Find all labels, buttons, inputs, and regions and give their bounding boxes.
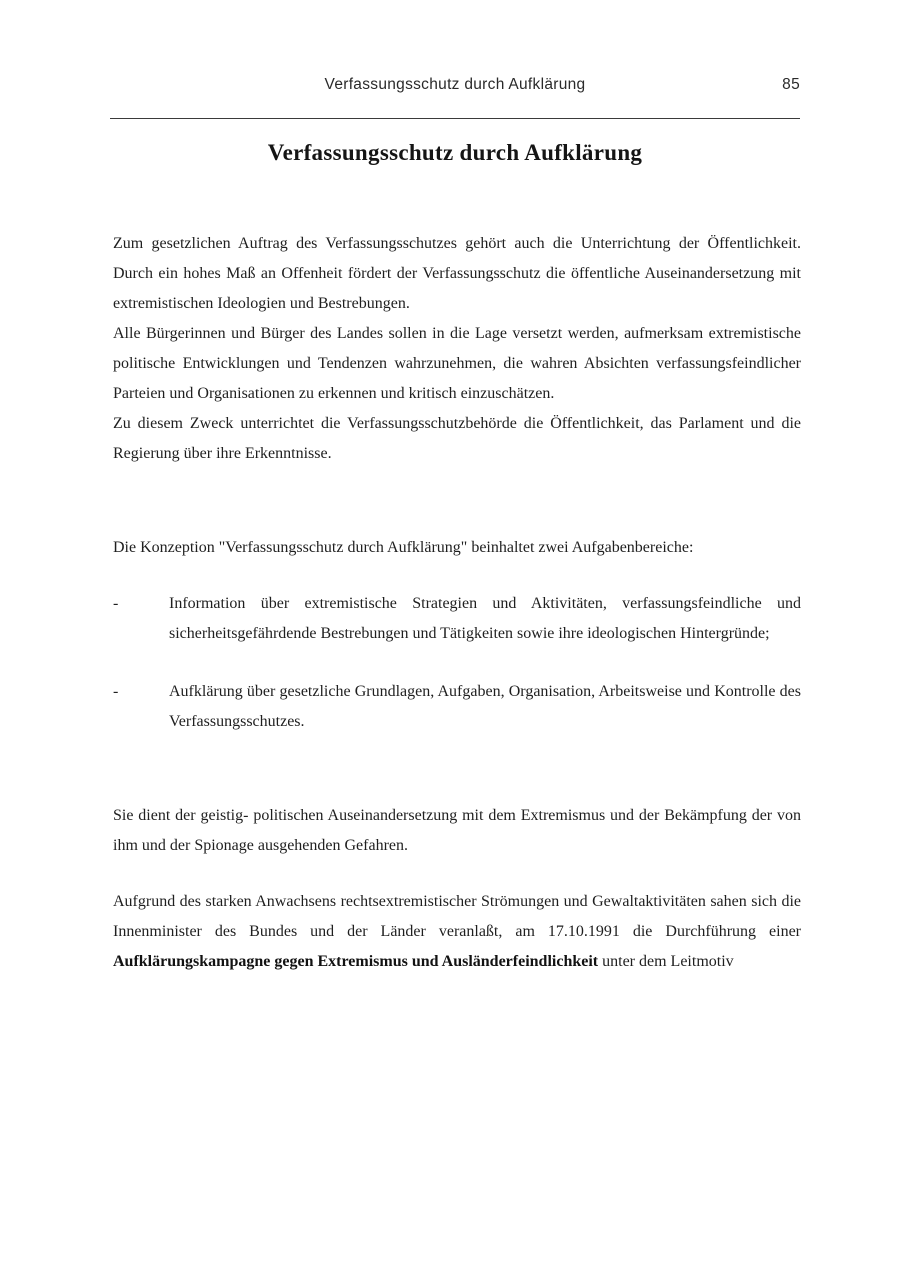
page-number: 85	[782, 76, 800, 93]
running-header	[110, 76, 800, 102]
paragraph-2: Alle Bürgerinnen und Bürger des Landes sollen in die Lage versetzt werden, aufmerksam extremistische politische Entwicklungen und Tendenzen wahrzunehmen, die wahren Absichten verfassungsfeindlicher Parteien und Organisationen zu erkennen und kritisch einzuschätzen.	[113, 325, 801, 402]
paragraph-5-block	[113, 801, 801, 861]
paragraph-5: Sie dient der geistig- politischen Auseinandersetzung mit dem Extremismus und der Bekämpfung der von ihm und der Spionage ausgehenden Gefahren.	[113, 807, 801, 854]
bullet-text: Information über extremistische Strategien und Aktivitäten, verfassungsfeindliche und sicherheitsgefährdende Bestrebungen und Tätigkeiten sowie ihre ideologischen Hintergründe;	[169, 595, 801, 642]
paragraph-block-intro	[113, 229, 801, 469]
paragraph-4-block	[113, 533, 801, 563]
paragraph-6	[113, 887, 801, 977]
header-rule	[110, 118, 800, 119]
paragraph-6-end: unter dem Leitmotiv	[598, 953, 734, 970]
campaign-name: Aufklärungskampagne gegen Extremismus und Ausländerfeindlichkeit	[113, 953, 599, 970]
paragraph-1: Zum gesetzlichen Auftrag des Verfassungsschutzes gehört auch die Unterrichtung der Öffentlichkeit. Durch ein hohes Maß an Offenheit fördert der Verfassungsschutz die öffentliche Auseinandersetzung mit extremistischen Ideologien und Bestrebungen.	[113, 235, 801, 312]
bullet-text: Aufklärung über gesetzliche Grundlagen, Aufgaben, Organisation, Arbeitsweise und Kontrolle des Verfassungsschutzes.	[169, 683, 801, 730]
paragraph-3: Zu diesem Zweck unterrichtet die Verfassungsschutzbehörde die Öffentlichkeit, das Parlament und die Regierung über ihre Erkenntnisse.	[113, 415, 801, 462]
bullet-list	[113, 589, 801, 737]
chapter-title: Verfassungsschutz durch Aufklärung	[267, 140, 643, 165]
paragraph-4: Die Konzeption "Verfassungsschutz durch Aufklärung" beinhaltet zwei Aufgabenbereiche:	[113, 539, 694, 556]
paragraph-6-block	[113, 887, 801, 977]
bullet-item	[113, 589, 801, 649]
bullet-marker: -	[113, 595, 119, 612]
running-title: Verfassungsschutz durch Aufklärung	[324, 76, 586, 93]
bullet-item	[113, 677, 801, 737]
paragraph-6-start: Aufgrund des starken Anwachsens rechtsextremistischer Strömungen und Gewaltaktivitäten sahen sich die Innenminister des Bundes und der Länder veranlaßt, am 17.10.1991 die Durchführung einer	[113, 893, 801, 940]
bullet-marker: -	[113, 683, 119, 700]
